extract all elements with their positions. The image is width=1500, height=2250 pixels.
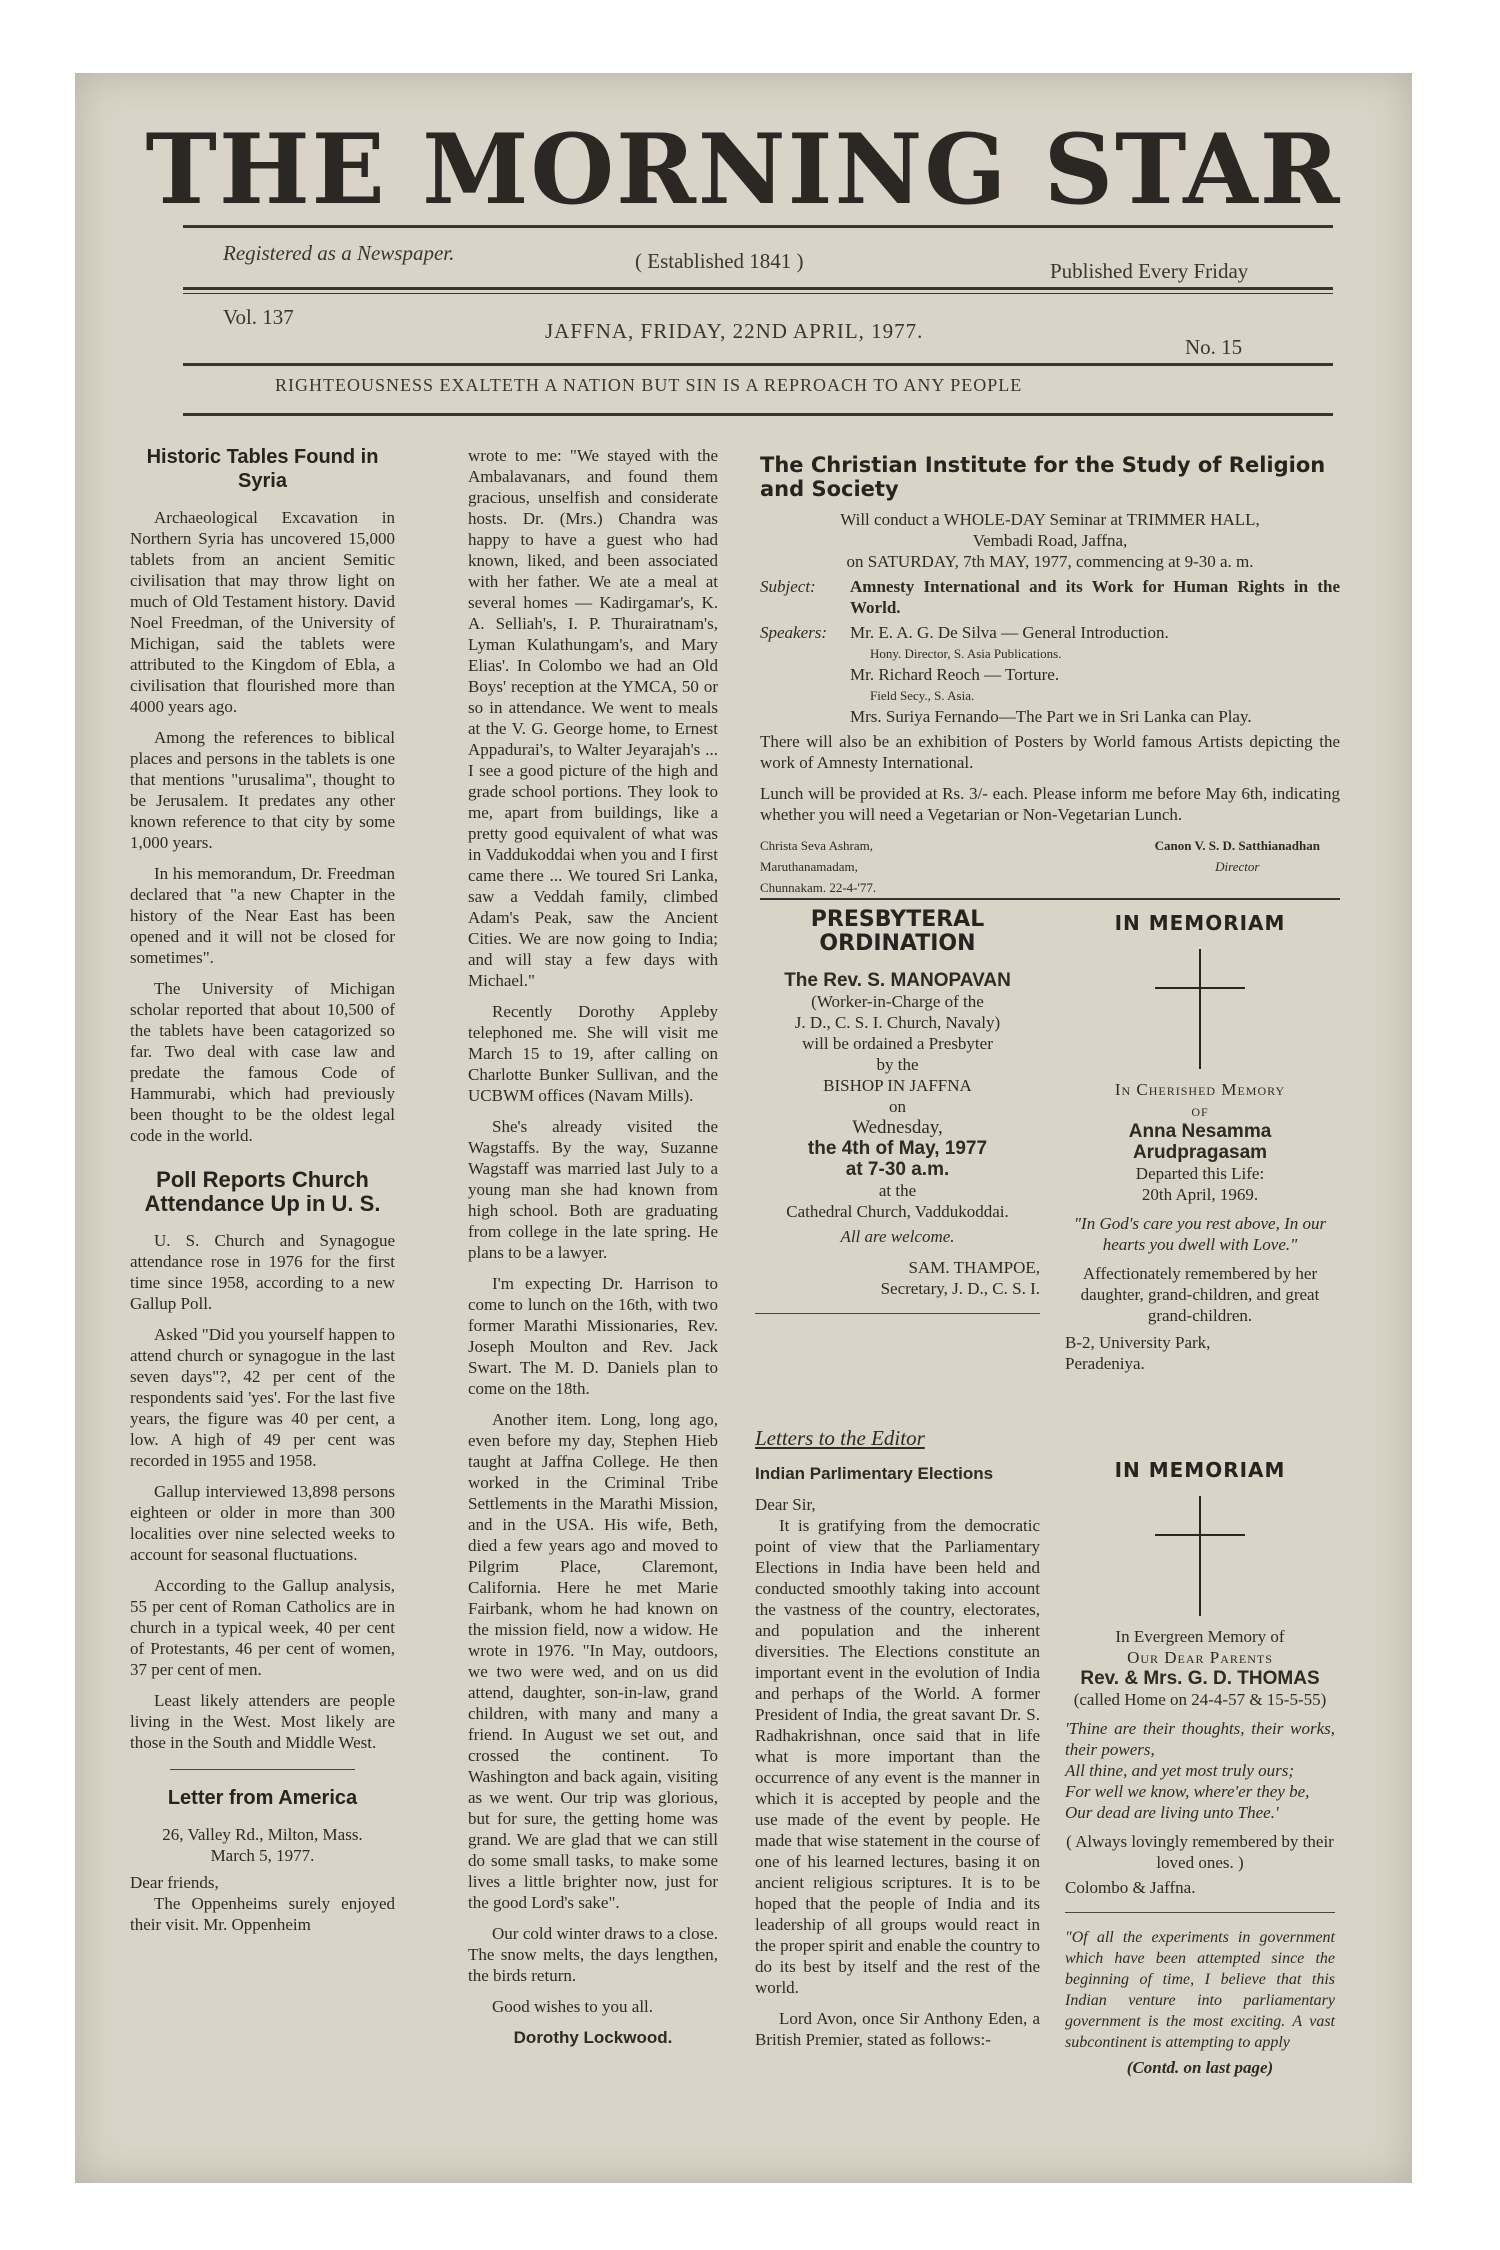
ordination-line: Cathedral Church, Vaddukoddai. [786,1202,1009,1221]
memoriam-address: Peradeniya. [1065,1354,1145,1373]
memoriam-line: Colombo & Jaffna. [1065,1878,1196,1897]
article-paragraph: In his memorandum, Dr. Freedman declared that "a new Chapter in the history of the Near East has been opened and it will not be closed for sometimes". [130,864,395,967]
ordination-line: on [889,1097,906,1116]
article-paragraph: Among the references to biblical places and persons in the tablets is one that mentions "urusalima", thought to be Jerusalem. It predates any other known reference to that city by some 1,000 years. [130,728,395,852]
ordination-title: PRESBYTERAL ORDINATION [810,907,985,956]
institute-line: on SATURDAY, 7th MAY, 1977, commencing at 9-30 a. m. [846,552,1254,571]
institute-footer [760,835,1340,898]
registered-note: Registered as a Newspaper. [223,241,455,265]
article-paragraph: She's already visited the Wagstaffs. By the way, Suzanne Wagstaff was married last July to a young man she had known from high school. Both are graduating from college in the late spring. He plans to be a lawyer. [468,1117,718,1262]
section-rule [760,898,1340,900]
speaker: Mr. Richard Reoch — Torture. [850,665,1060,684]
ordination-signer: SAM. THAMPOE, [908,1258,1040,1277]
address-line: Christa Seva Ashram, [760,838,874,853]
rule-2b [183,293,1333,294]
memoriam-poem: Our dead are living unto Thee.' [1065,1803,1279,1822]
column-divider [170,1769,355,1770]
section-rule [1065,1912,1335,1913]
memoriam-address: B-2, University Park, [1065,1333,1211,1352]
institute-title: The Christian Institute for the Study of Religion and Society [760,453,1326,501]
column-2 [468,445,718,2048]
ordination-line: by the [876,1055,919,1074]
headline-letter-from-america: Letter from America [167,1787,358,1809]
memoriam-quote: "In God's care you rest above, In our hearts you dwell with Love." [1073,1214,1327,1254]
newspaper-page [75,73,1412,2183]
speaker-role: Field Secy., S. Asia. [870,688,975,703]
letters-paragraph: Lord Avon, once Sir Anthony Eden, a British Premier, stated as follows:- [755,2009,1040,2049]
ordination-notice [755,908,1040,1328]
address-line: Maruthanamadam, [760,859,858,874]
memoriam-notice-1 [1065,911,1335,1374]
issue-number: No. 15 [1185,335,1243,359]
speakers-row [760,622,1340,727]
continued-note: (Contd. on last page) [1126,2058,1274,2077]
memoriam-poem: All thine, and yet most truly ours; [1065,1761,1295,1780]
letters-salutation: Dear Sir, [755,1495,816,1514]
memoriam-line: ( Always lovingly remembered by their loved ones. ) [1066,1832,1334,1872]
column-1 [130,445,395,1945]
institute-signer-role: Director [1215,859,1260,874]
institute-paragraph: There will also be an exhibition of Posters by World famous Artists depicting the work of Amnesty International. [760,732,1340,772]
article-paragraph: The Oppenheims surely enjoyed their visit. Mr. Oppenheim [130,1894,395,1934]
ordination-line: Wednesday, [852,1117,943,1138]
dateline: JAFFNA, FRIDAY, 22ND APRIL, 1977. [545,319,924,343]
ordination-line: will be ordained a Presbyter [802,1034,993,1053]
article-paragraph: Archaeological Excavation in Northern Syria has uncovered 15,000 tablets from an ancient Semitic civilisation that may throw light on much of Old Testament history. David Noel Freedman, of the University of Michigan, said the tablets were attributed to the Kingdom of Ebla, a civilisation that flourished more than 4000 years ago. [130,508,395,716]
memoriam-line: In Cherished Memory [1114,1080,1286,1099]
speaker-role: Hony. Director, S. Asia Publications. [870,646,1062,661]
memoriam-line: Our Dear Parents [1127,1648,1273,1667]
cross-icon [1155,1496,1245,1616]
article-paragraph: U. S. Church and Synagogue attendance rose in 1976 for the first time since 1958, according to a new Gallup Poll. [130,1231,395,1313]
speakers-label: Speakers: [760,623,828,642]
speakers-list [850,622,1340,727]
memoriam-line: Departed this Life: [1135,1164,1265,1183]
memoriam-line: In Evergreen Memory of [1115,1627,1285,1646]
masthead-rule [183,225,1333,228]
section-rule [755,1313,1040,1314]
institute-notice [760,453,1340,898]
article-paragraph: According to the Gallup analysis, 55 per cent of Roman Catholics are in church in a typical week, 40 per cent of Protestants, 46 per cent of women, 37 per cent of men. [130,1576,395,1679]
ordination-date: the 4th of May, 1977 [807,1138,988,1159]
rule-3 [183,363,1333,366]
article-paragraph: Gallup interviewed 13,898 persons eighteen or older in more than 300 localities over nine selected weeks to account for seasonal fluctuations. [130,1482,395,1564]
memoriam-poem: For well we know, where'er they be, [1065,1782,1310,1801]
volume-number: Vol. 137 [223,305,294,329]
ordination-line: at the [878,1181,917,1200]
speaker: Mrs. Suriya Fernando—The Part we in Sri Lanka can Play. [850,707,1252,726]
cross-icon [1155,949,1245,1069]
article-paragraph: Least likely attenders are people living in the West. Most likely are those in the South and Middle West. [130,1691,395,1752]
established-note: ( Established 1841 ) [635,249,804,273]
letter-signature: Dorothy Lockwood. [513,2028,673,2047]
letters-paragraph: It is gratifying from the democratic point of view that the Parliamentary Elections in India have been held and conducted smoothly taking into account the vastness of the country, electorates, and population and the inherent diversities. The Elections constitute an important event in the evolution of India and perhaps of the World. A former President of India, the great savant Dr. S. Radhakrishnan, once said that in life what is more important than the occurrence of any event is the manner in which it is accepted by people and the use made of the event by people. He made that wise statement in the course of one of his learned lectures, basing it on ancient religious scriptures. It is to be hoped that the people of India and its leadership of all groups would react in the proper spirit and enable the country to do its best by itself and the rest of the world. [755,1516,1040,1997]
memoriam-title: IN MEMORIAM [1114,911,1286,935]
article-paragraph: Asked "Did you yourself happen to attend church or synagogue in the last seven days"?, 42 per cent of the respondents said 'yes'. For the last five years, the figure was 40 per cent, a low. A high of 49 per cent was recorded in 1955 and 1958. [130,1325,395,1470]
institute-signer: Canon V. S. D. Satthianadhan [1154,838,1320,853]
letter-salutation: Dear friends, [130,1873,219,1892]
article-paragraph: The University of Michigan scholar reported that about 10,500 of the tablets have been catagorized so far. Two deal with case law and predate the famous Code of Hammurabi, which had previously been thought to be the oldest legal code in the world. [130,979,395,1145]
memoriam-line: Affectionately remembered by her daughter, grand-children, and great grand-children. [1080,1264,1320,1325]
article-paragraph: Another item. Long, long ago, even before my day, Stephen Hieb taught at Jaffna College. He then worked in the Criminal Tribe Settlements in the Marathi Mission, and in the USA. His wife, Beth, died a few years ago and moved to Pilgrim Place, Claremont, California. Here he met Marie Fairbank, whom he had known on the mission field, now a widow. He wrote in 1976. "In May, outdoors, we two were wed, and on us did attend, daughter, son-in-law, grand children, with many and many a friend. In August we set out, and crossed the continent. To Washington and back again, visiting as we went. Our trip was glorious, but for sure, the getting home was grand. We are glad that we can still do some small tasks, to make some lives a little brighter now, just for the good Lord's sake". [468,1410,718,1912]
institute-line: Vembadi Road, Jaffna, [972,531,1128,550]
published-note: Published Every Friday [1050,259,1249,283]
institute-address [760,835,876,898]
institute-paragraph: Lunch will be provided at Rs. 3/- each. Please inform me before May 6th, indicating whether you will need a Vegetarian or Non-Vegetarian Lunch. [760,784,1340,824]
ordination-line: (Worker-in-Charge of the [811,992,984,1011]
letters-title: Letters to the Editor [755,1426,925,1450]
avon-quote: "Of all the experiments in government which have been attempted since the beginning of time, I believe that this Indian venture into parliamentary government is the most exciting. A vast subcontinent is attempting to apply [1065,1929,1335,2051]
address-line: Chunnakam. 22-4-'77. [760,880,877,895]
headline-poll-reports: Poll Reports Church Attendance Up in U. S. [144,1167,381,1216]
article-paragraph: I'm expecting Dr. Harrison to come to lunch on the 16th, with two former Marathi Missionaries, Rev. Joseph Moulton and Rev. Jack Swart. The M. D. Daniels plan to come on the 18th. [468,1274,718,1398]
letter-address: 26, Valley Rd., Milton, Mass. [162,1825,363,1844]
memoriam-name: Rev. & Mrs. G. D. THOMAS [1080,1668,1320,1689]
headline-historic-tables: Historic Tables Found in Syria [146,446,379,492]
ordination-time: at 7-30 a.m. [845,1159,950,1180]
masthead-title: THE MORNING STAR [145,113,1342,226]
memoriam-notice-2 [1065,1458,1335,2078]
ordination-signer-role: Secretary, J. D., C. S. I. [880,1279,1040,1298]
institute-signer-block [1155,835,1340,898]
memoriam-line: 20th April, 1969. [1141,1185,1259,1204]
ordination-line: BISHOP IN JAFFNA [823,1076,972,1095]
article-paragraph: wrote to me: "We stayed with the Ambalavanars, and found them gracious, unselfish and considerate hosts. Dr. (Mrs.) Chandra was happy to have a guest who had known, liked, and been associated with her father. We ate a meal at several homes — Kadirgamar's, K. A. Selliah's, I. P. Thurairatnam's, Lyman Kulathungam's, and Mary Elias'. In Colombo we had an Old Boys' reception at the YMCA, 50 or so in attendance. We went to meals at the V. G. George home, to Ernest Appadurai's, to Walter Jeyarajah's ... I see a good picture of the high and grade school portions. They look to me, apart from buildings, like a pretty good equivalent of what was in Vaddukoddai when you and I first came there ... We toured Sri Lanka, saw a Veddah family, climbed Adam's Peak, saw the Ancient Cities. We are now going to India; and will stay a few days with Michael." [468,446,718,990]
memoriam-line: of [1191,1101,1209,1120]
memoriam-title: IN MEMORIAM [1114,1458,1286,1482]
ordination-line: J. D., C. S. I. Church, Navaly) [794,1013,1001,1032]
institute-line: Will conduct a WHOLE-DAY Seminar at TRIMMER HALL, [840,510,1260,529]
letter-date: March 5, 1977. [210,1846,315,1865]
letters-section [755,1428,1040,2060]
memoriam-poem: 'Thine are their thoughts, their works, their powers, [1065,1719,1335,1759]
speaker: Mr. E. A. G. De Silva — General Introduction. [850,623,1169,642]
letters-headline: Indian Parlimentary Elections [755,1464,994,1483]
subject-text: Amnesty International and its Work for Human Rights in the World. [850,577,1340,617]
rule-2 [183,287,1333,290]
subject-row [760,576,1340,618]
article-paragraph: Our cold winter draws to a close. The snow melts, the days lengthen, the birds return. [468,1924,718,1985]
rule-4 [183,413,1333,416]
memoriam-line: (called Home on 24-4-57 & 15-5-55) [1073,1690,1327,1709]
ordination-line: All are welcome. [840,1227,955,1246]
subject-label: Subject: [760,577,816,596]
article-paragraph: Good wishes to you all. [492,1997,654,2016]
article-paragraph: Recently Dorothy Appleby telephoned me. She will visit me March 15 to 19, after calling on Charlotte Bunker Sullivan, and the UCBWM offices (Navam Mills). [468,1002,718,1105]
memoriam-name: Anna Nesamma Arudpragasam [1128,1121,1272,1163]
ordination-name: The Rev. S. MANOPAVAN [784,970,1011,991]
motto: RIGHTEOUSNESS EXALTETH A NATION BUT SIN IS A REPROACH TO ANY PEOPLE [275,375,1023,395]
